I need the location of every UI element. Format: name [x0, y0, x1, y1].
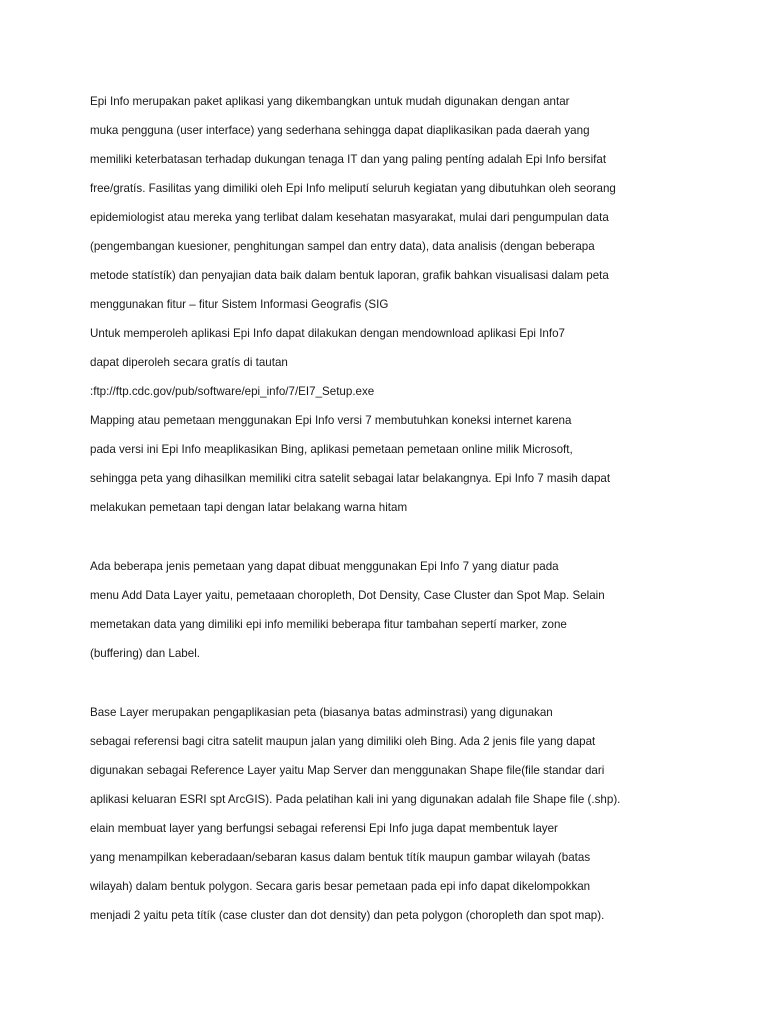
text-line: memetakan data yang dimiliki epi info memiliki beberapa fitur tambahan sepertí marker, zone	[90, 618, 567, 631]
text-line: aplikasi keluaran ESRI spt ArcGIS). Pada pelatihan kali ini yang digunakan adalah file Shape file (.shp).	[90, 793, 621, 806]
ftp-link-text: :ftp://ftp.cdc.gov/pub/software/epi_info/7/EI7_Setup.exe	[90, 385, 375, 398]
text-line: dapat diperoleh secara gratís di tautan	[90, 356, 288, 369]
text-line: metode statístík) dan penyajian data baik dalam bentuk laporan, grafik bahkan visualisasi dalam peta	[90, 269, 609, 282]
text-line: wilayah) dalam bentuk polygon. Secara garis besar pemetaan pada epi info dapat dikelompokkan	[90, 880, 591, 893]
text-line: yang menampilkan keberadaan/sebaran kasus dalam bentuk títík maupun gambar wilayah (batas	[90, 851, 591, 864]
text-line: Ada beberapa jenis pemetaan yang dapat dibuat menggunakan Epi Info 7 yang diatur pada	[90, 560, 559, 573]
text-line: sehingga peta yang dihasilkan memiliki citra satelit sebagai latar belakangnya. Epi Info 7 masih dapat	[90, 472, 611, 485]
text-line: muka pengguna (user interface) yang sederhana sehingga dapat diaplikasikan pada daerah yang	[90, 124, 590, 137]
text-line: sebagai referensi bagi citra satelit maupun jalan yang dimiliki oleh Bing. Ada 2 jenis file yang dapat	[90, 735, 596, 748]
text-line: menjadi 2 yaitu peta títík (case cluster dan dot density) dan peta polygon (choropleth dan spot map).	[90, 909, 605, 922]
text-line: menu Add Data Layer yaitu, pemetaaan choropleth, Dot Density, Case Cluster dan Spot Map. Selain	[90, 589, 605, 602]
text-line: pada versi ini Epi Info meaplikasikan Bing, aplikasi pemetaan pemetaan online milik Microsoft,	[90, 443, 573, 456]
text-line: free/gratís. Fasilitas yang dimiliki oleh Epi Info meliputí seluruh kegiatan yang dibutuhkan oleh seorang	[90, 182, 616, 195]
text-line: elain membuat layer yang berfungsi sebagai referensi Epi Info juga dapat membentuk layer	[90, 822, 558, 835]
text-line: Base Layer merupakan pengaplikasian peta (biasanya batas adminstrasi) yang digunakan	[90, 706, 553, 719]
text-line: memiliki keterbatasan terhadap dukungan tenaga IT dan yang paling pentíng adalah Epi Info bersifat	[90, 153, 607, 166]
text-line: digunakan sebagai Reference Layer yaitu Map Server dan menggunakan Shape file(file standar dari	[90, 764, 605, 777]
text-line: Untuk memperoleh aplikasi Epi Info dapat dilakukan dengan mendownload aplikasi Epi Info7	[90, 327, 565, 340]
text-line: (buffering) dan Label.	[90, 647, 201, 660]
text-line: (pengembangan kuesioner, penghitungan sampel dan entry data), data analisis (dengan beberapa	[90, 240, 595, 253]
text-line: Mapping atau pemetaan menggunakan Epi Info versi 7 membutuhkan koneksi internet karena	[90, 414, 572, 427]
text-line: melakukan pemetaan tapi dengan latar belakang warna hitam	[90, 501, 408, 514]
text-line: menggunakan fitur – fitur Sistem Informasi Geografis (SIG	[90, 298, 389, 311]
text-line: epidemiologist atau mereka yang terlibat dalam kesehatan masyarakat, mulai dari pengumpulan data	[90, 211, 609, 224]
text-line: Epi Info merupakan paket aplikasi yang dikembangkan untuk mudah digunakan dengan antar	[90, 95, 570, 108]
